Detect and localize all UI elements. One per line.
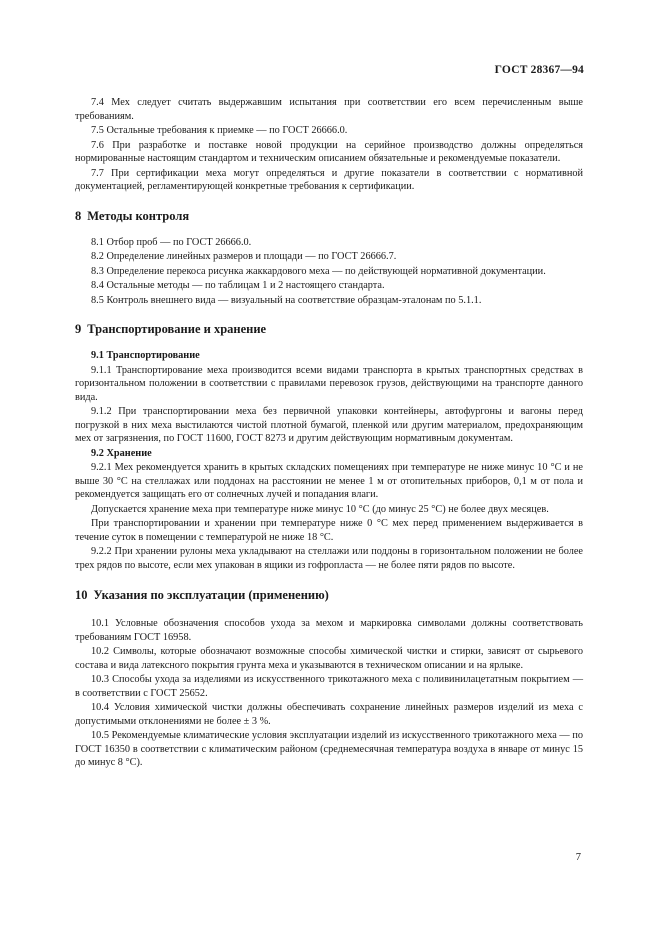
paragraph-10-3: 10.3 Способы ухода за изделиями из искусственного трикотажного меха с поливинилацетатным покрытием — в соответствии с ГОСТ 25652. — [75, 674, 583, 699]
paragraph-9-1-2: 9.1.2 При транспортировании меха без первичной упаковки контейнеры, автофургоны и вагоны перед погрузкой в них меха выстилаются чистой плотной бумагой, пленкой или другим материалом, предохраняющим мех от загрязнения, по ГОСТ 11600, ГОСТ 8273 и другим действующим нормативным документам. — [75, 406, 583, 444]
paragraph-9-2-2: 9.2.2 При хранении рулоны меха укладывают на стеллажи или поддоны в горизонтальном положении не более трех рядов по высоте, если мех упакован в ящики из гофропласта — не более пяти рядов по высоте. — [75, 546, 583, 571]
section-10-number: 10 — [75, 588, 88, 602]
paragraph-9-1-1: 9.1.1 Транспортирование меха производится всеми видами транспорта в крытых транспортных средствах в горизонтальном положении в соответствии с правилами перевозок грузов, действующими на транспорте данного вида. — [75, 364, 583, 403]
paragraph-8-3: 8.3 Определение перекоса рисунка жаккардового меха — по действующей нормативной документации. — [91, 265, 546, 277]
paragraph-7-5: 7.5 Остальные требования к приемке — по ГОСТ 26666.0. — [91, 125, 348, 136]
page-number: 7 — [575, 852, 581, 863]
paragraph-10-5: 10.5 Рекомендуемые климатические условия эксплуатации изделий из искусственного трикотажного меха — по ГОСТ 16350 в соответствии с климатическим районом (среднемесячная температура воздуха в январе от минус 15 до минус 8 °С). — [75, 730, 583, 768]
paragraph-7-6: 7.6 При разработке и поставке новой продукции на серийное производство должны определяться нормированные настоящим стандартом и техническим описанием обязательные и рекомендуемые показатели. — [75, 139, 583, 164]
paragraph-9-2-1: 9.2.1 Мех рекомендуется хранить в крытых складских помещениях при температуре не ниже минус 10 °С и не выше 30 °С на стеллажах или поддонах на расстоянии не менее 1 м от отопительных приборов, 0,1 м от пола и рекомендуется защищать его от солнечных лучей и попадания влаги. — [75, 462, 583, 500]
paragraph-7-4: 7.4 Мех следует считать выдержавшим испытания при соответствии его всем перечисленным выше требованиям. — [75, 97, 583, 122]
section-10-heading — [75, 588, 583, 603]
paragraph-8-2: 8.2 Определение линейных размеров и площади — по ГОСТ 26666.7. — [91, 251, 397, 262]
section-9-title: Транспортирование и хранение — [87, 322, 267, 336]
page-content — [75, 96, 583, 771]
section-8-heading — [75, 209, 583, 224]
section-8-title: Методы контроля — [87, 208, 190, 223]
subsection-9-1-title: 9.1 Транспортирование — [91, 350, 200, 361]
paragraph-10-4: 10.4 Условия химической чистки должны обеспечивать сохранение линейных размеров изделий из меха с допустимыми отклонениями не более ± 3 %. — [75, 702, 583, 727]
section-9-number: 9 — [75, 322, 82, 336]
section-8-number: 8 — [75, 208, 82, 223]
subsection-9-2-title: 9.2 Хранение — [91, 447, 152, 459]
paragraph-7-7: 7.7 При сертификации меха могут определяться и другие показатели в соответствии с нормативной документацией, регламентирующей конкретные требования к сертификации. — [75, 167, 583, 192]
paragraph-10-2: 10.2 Символы, которые обозначают возможные способы химической чистки и стирки, зависят от сырьевого состава и вида латексного покрытия грунта меха и указываются в техническом описании и на ярлыке. — [75, 646, 583, 671]
paragraph-10-1: 10.1 Условные обозначения способов ухода за мехом и маркировка символами должны соответствовать требованиям ГОСТ 16958. — [75, 618, 583, 643]
paragraph-9-2-1-c: При транспортировании и хранении при температуре ниже 0 °С мех перед применением выдерживается в течение суток в помещении с температурой не ниже 18 °С. — [75, 518, 583, 543]
standard-header: ГОСТ 28367—94 — [494, 64, 584, 76]
section-10-title: Указания по эксплуатации (применению) — [93, 588, 329, 602]
paragraph-8-1: 8.1 Отбор проб — по ГОСТ 26666.0. — [91, 236, 252, 248]
paragraph-8-4: 8.4 Остальные методы — по таблицам 1 и 2 настоящего стандарта. — [91, 280, 385, 291]
paragraph-8-5: 8.5 Контроль внешнего вида — визуальный на соответствие образцам-эталонам по 5.1.1. — [91, 294, 482, 306]
paragraph-9-2-1-b: Допускается хранение меха при температуре ниже минус 10 °С (до минус 25 °С) не более двух месяцев. — [91, 503, 549, 515]
section-9-heading — [75, 322, 583, 337]
